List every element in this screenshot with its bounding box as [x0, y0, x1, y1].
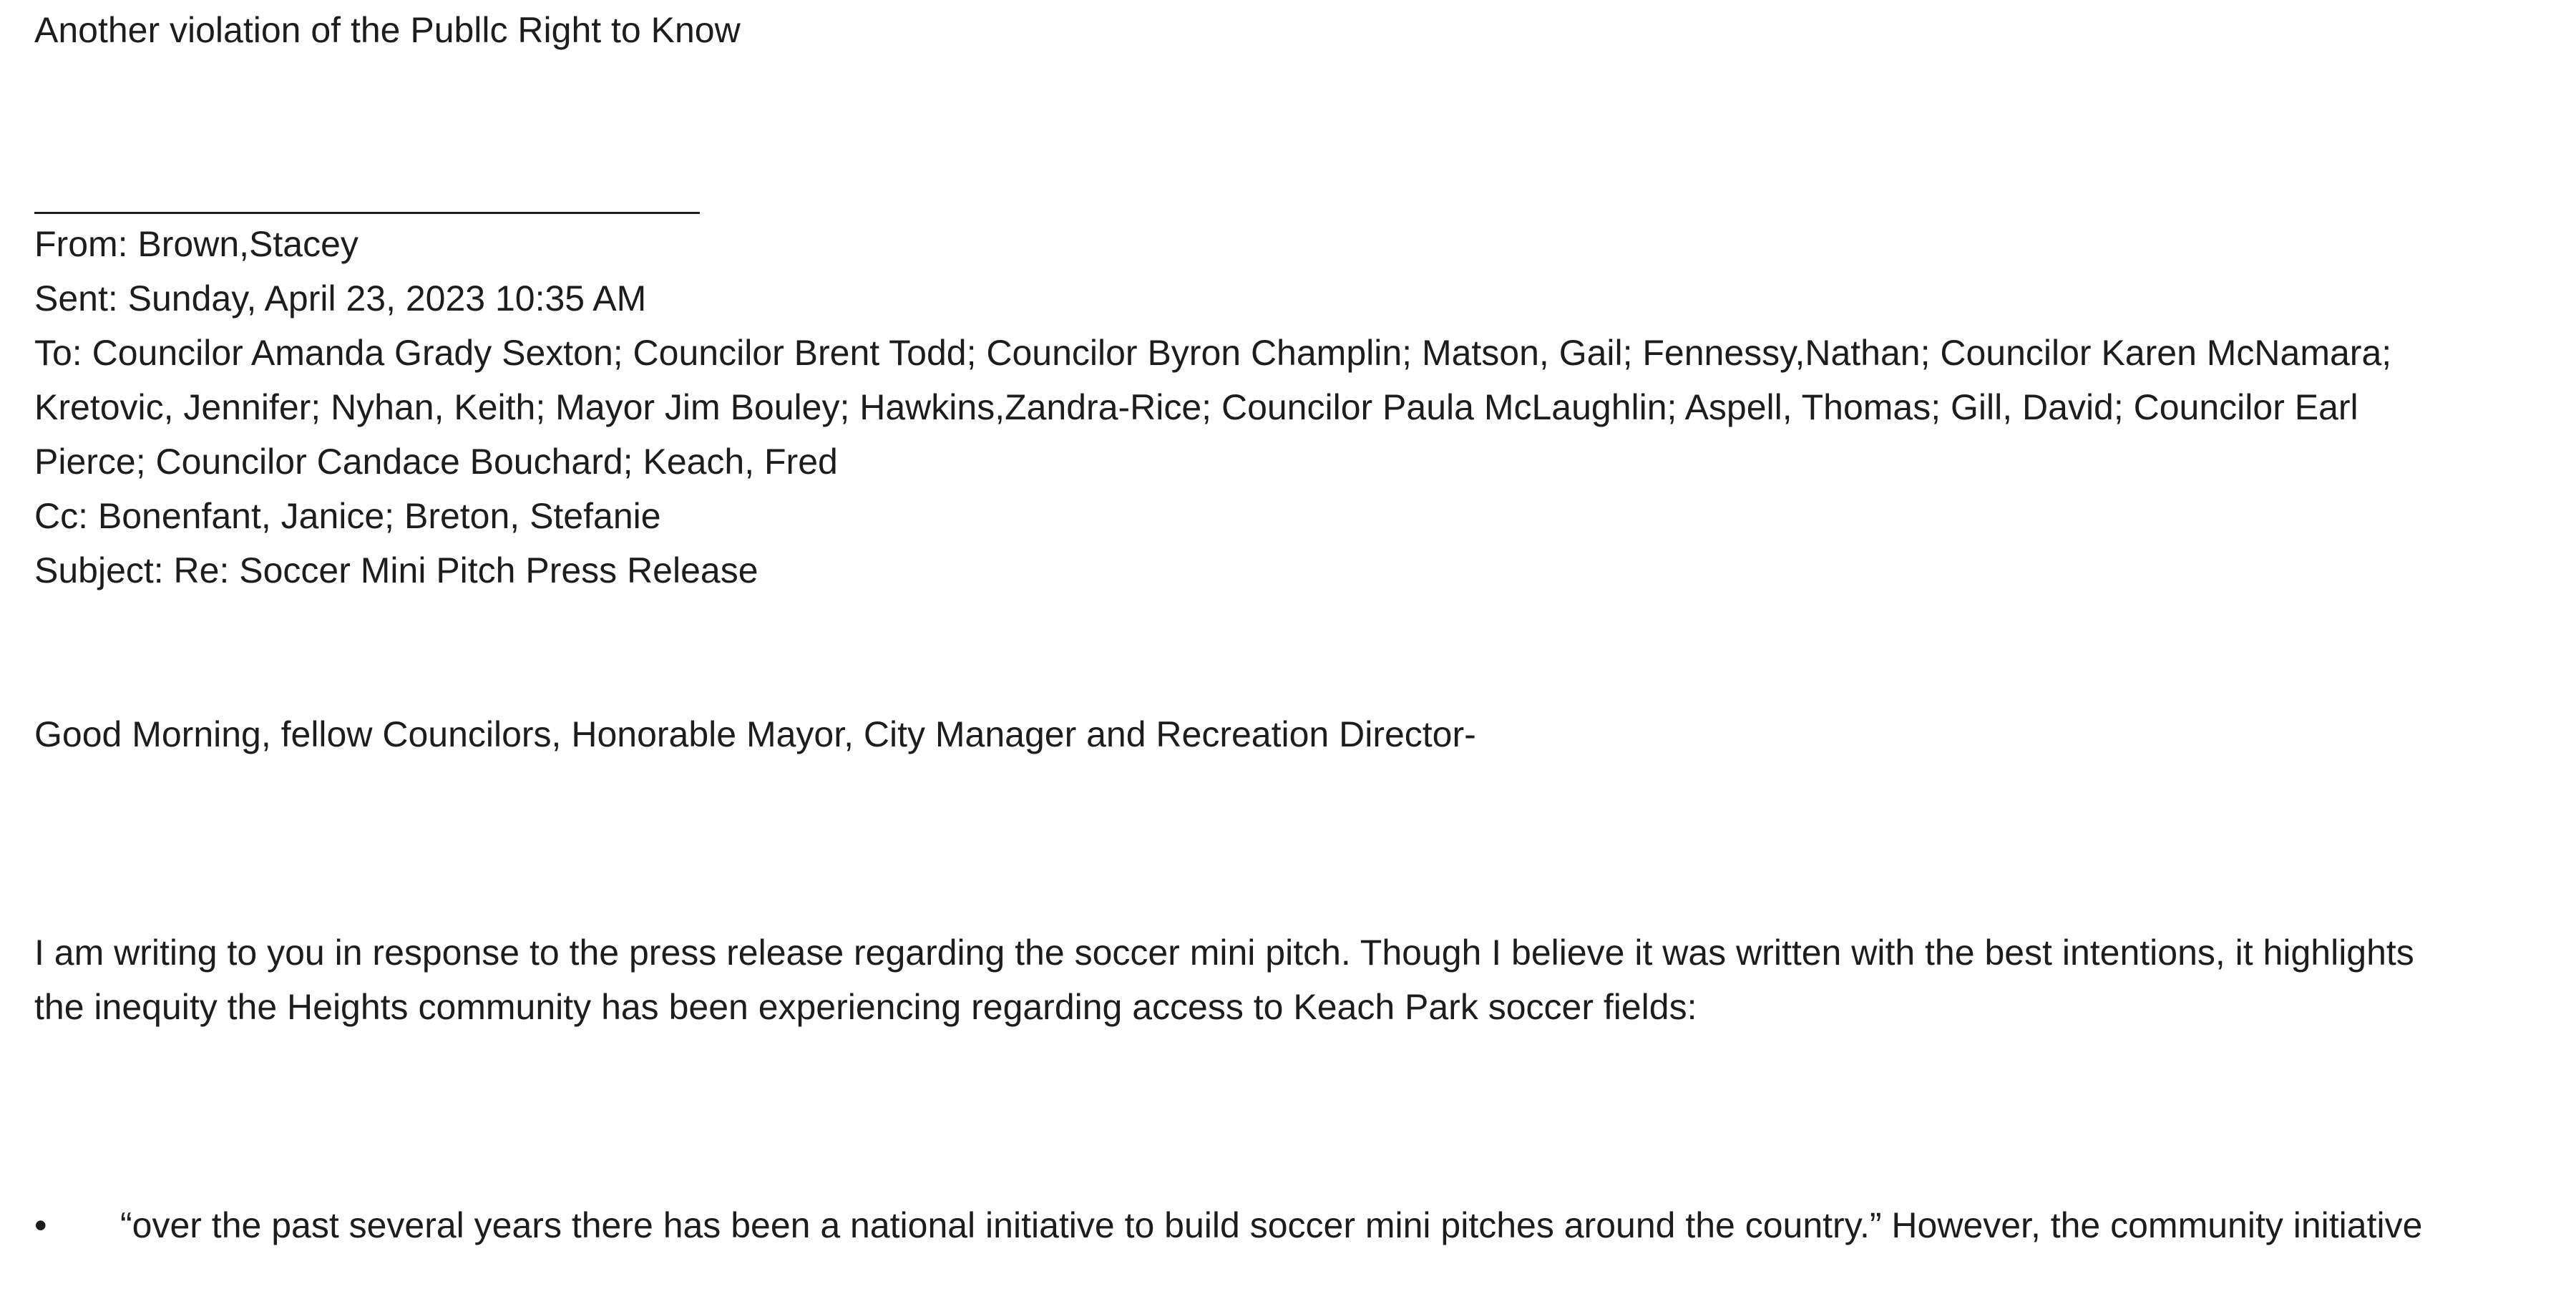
header-to-line-1: To: Councilor Amanda Grady Sexton; Councilor Brent Todd; Councilor Byron Champlin; Matson, Gail; Fennessy,Nathan; Councilor Karen McNamara; — [34, 333, 2392, 373]
header-to-line-3: Pierce; Councilor Candace Bouchard; Keach, Fred — [34, 442, 838, 482]
forward-note: Another violation of the Publlc Right to Know — [34, 10, 741, 50]
greeting-line: Good Morning, fellow Councilors, Honorable Mayor, City Manager and Recreation Director- — [34, 714, 1476, 754]
header-sent: Sent: Sunday, April 23, 2023 10:35 AM — [34, 278, 647, 318]
list-item — [34, 1198, 2539, 1252]
header-to-line-2: Kretovic, Jennifer; Nyhan, Keith; Mayor Jim Bouley; Hawkins,Zandra-Rice; Councilor Paula McLaughlin; Aspell, Thomas; Gill, David; Councilor Earl — [34, 387, 2358, 427]
header-subject: Subject: Re: Soccer Mini Pitch Press Release — [34, 550, 758, 590]
header-separator-rule — [34, 212, 700, 214]
header-cc: Cc: Bonenfant, Janice; Breton, Stefanie — [34, 496, 661, 536]
email-headers — [34, 217, 2539, 598]
body-paragraph-line-1: I am writing to you in response to the press release regarding the soccer mini pitch. Though I believe it was written with the best intentions, it highlights — [34, 933, 2414, 973]
bullet-list — [34, 1198, 2539, 1252]
body-paragraph — [34, 925, 2539, 1034]
bullet-icon: • — [34, 1205, 47, 1245]
email-document — [34, 0, 2539, 1252]
header-from: From: Brown,Stacey — [34, 224, 358, 264]
bullet-text: “over the past several years there has been a national initiative to build soccer mini pitches around the country.” However, the community initiative — [120, 1205, 2423, 1245]
body-paragraph-line-2: the inequity the Heights community has been experiencing regarding access to Keach Park soccer fields: — [34, 987, 1697, 1027]
